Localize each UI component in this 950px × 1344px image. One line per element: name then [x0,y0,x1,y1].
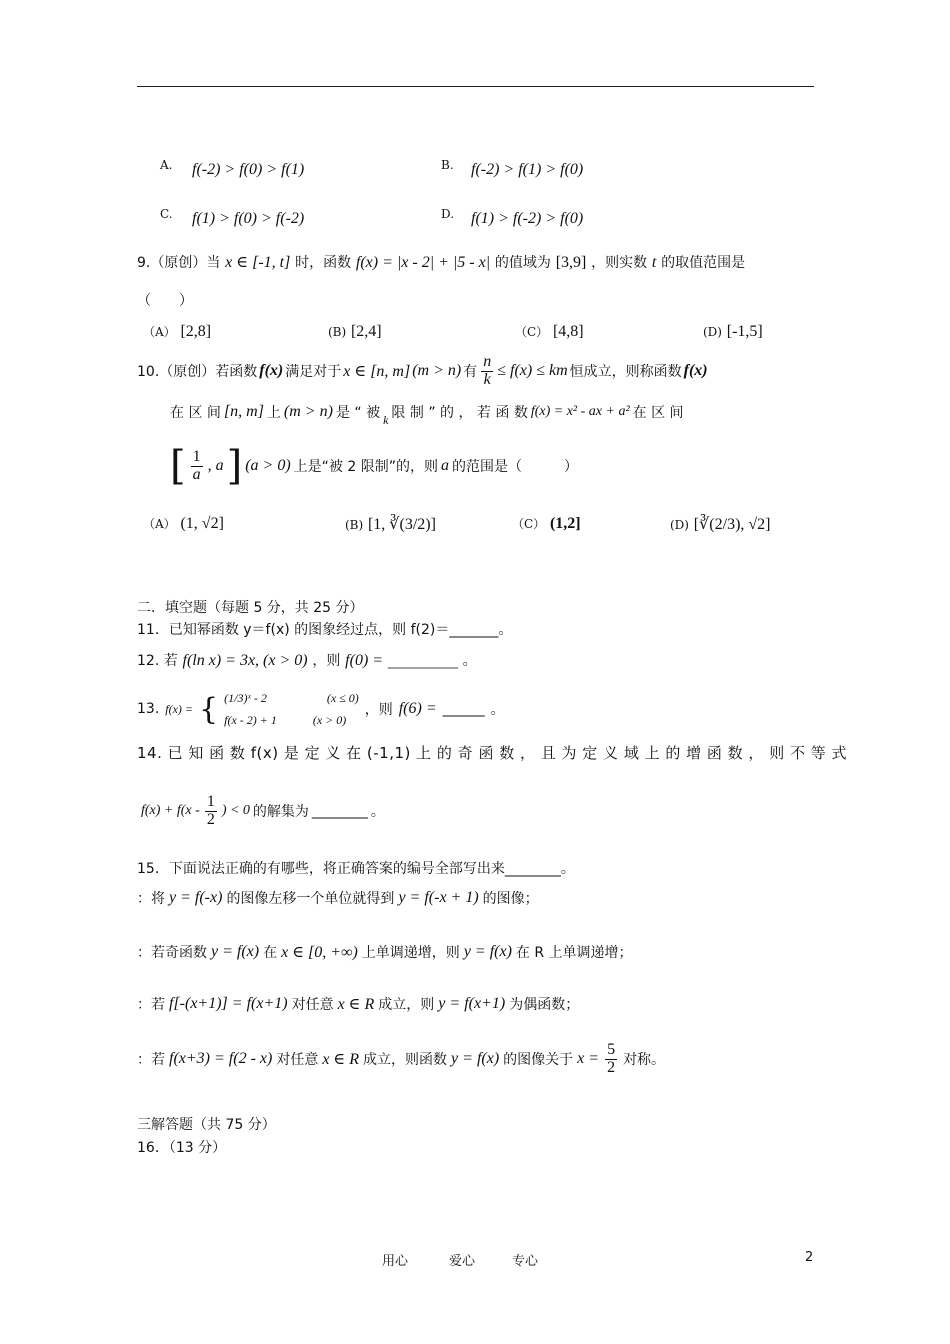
statement-text: 在 [263,945,278,961]
question-15: 15．下面说法正确的有哪些，将正确答案的编号全部写出来________。 [137,861,575,877]
bracket-left-icon: [ [170,443,186,489]
option-value: [2,4] [350,323,382,340]
statement-text: ：将 [137,891,165,907]
footer-text-1: 用心 [382,1254,409,1269]
q15-statement-4 [137,1042,665,1077]
q10-text: 的范围是（ ） [452,459,578,475]
q10-option-a [143,514,224,533]
statement-text: ：若 [137,997,165,1013]
q13-text: ，则 [364,702,393,718]
statement-expr: y = f(x+1) [438,995,506,1012]
q10-a-condition: (a > 0) [245,457,291,474]
q10-inequality: ≤ f(x) ≤ km [497,362,568,380]
question-10 [137,354,708,389]
fraction-denominator: k [483,370,491,388]
q13-lhs: f(x) = [165,701,194,716]
q14-expression [141,794,385,829]
fraction-denominator: a [192,465,201,483]
q10-interval: [n, m] [223,403,264,420]
option-label: (B) [328,325,347,339]
bracket-right-icon: ] [226,443,243,489]
q9-range: [3,9] [555,254,587,271]
q10-option-d [670,514,771,534]
q10-interval-end: , a [207,457,224,474]
q13-case2-expr: f(x - 2) + 1 [224,713,277,727]
option-label: （A） [143,325,176,339]
statement-expr: x ∈ R [337,996,375,1013]
q14-text: 的解集为 [252,804,309,821]
q12-prefix: 12. 若 [137,653,178,669]
q10-line-2 [170,402,684,427]
q10-option-c [512,514,581,533]
q9-option-b [328,322,382,341]
section-3-heading: 三解答题（共 75 分） [137,1117,276,1133]
q14-expr-b: ) < 0 [221,803,250,819]
q13-blank: ______ [442,701,485,717]
q14-blank: ________ [311,803,368,820]
q10-condition3: (m > n) [283,403,333,420]
q10-variable: a [441,457,449,474]
q10-interval-fraction [191,449,203,484]
q10-text: 限 制 ” 的 ， 若 函 数 [391,405,528,421]
q15-fraction [605,1042,617,1077]
option-value: (1,2] [549,515,581,532]
statement-text: 的图像关于 [503,1052,574,1069]
q9-function: f(x) = |x - 2| + |5 - x| [355,254,491,271]
q10-text: 在 区 间 [632,405,684,421]
statement-text: ：若 [137,1052,165,1069]
statement-text: 的图像； [482,891,539,907]
fraction-numerator: n [483,353,492,370]
q10-text: 恒成立，则称函数 [569,364,682,381]
q10-function: f(x) = x² - ax + a² [530,404,630,419]
option-value: (1, √2] [180,515,224,532]
option-c-expr: f(1) > f(0) > f(-2) [192,210,305,227]
fraction-numerator: 1 [192,447,201,465]
option-b-expr: f(-2) > f(1) > f(0) [471,161,584,178]
footer-text-3: 专心 [512,1254,539,1269]
q13-case1-expr: (1/3)ˣ - 2 [224,691,267,705]
q14-end: 。 [370,804,385,821]
statement-expr: y = f(x) [451,1050,500,1068]
statement-text: 在 R 上单调递增； [515,945,633,961]
fraction-numerator: 1 [206,793,215,810]
q13-case2-cond: (x > 0) [312,713,347,727]
q10-prefix: 10.（原创）若函数 [137,364,258,381]
q10-condition: x ∈ [n, m] [343,363,411,381]
option-label: (D) [670,518,689,532]
q13-expr: f(6) = [398,700,437,717]
option-value: [2,8] [180,323,212,340]
statement-text: ：若奇函数 [137,945,207,961]
q9-text: ，则实数 [591,255,648,271]
statement-expr: x = [577,1050,600,1068]
option-d-expr: f(1) > f(-2) > f(0) [471,210,584,227]
header-rule [137,86,814,87]
statement-expr: f(x+3) = f(2 - x) [169,1050,273,1068]
q10-fx: f(x) [683,362,708,380]
question-16: 16．（13 分） [137,1140,227,1156]
q15-statement-3 [137,994,579,1014]
fraction-denominator: 2 [607,1058,616,1076]
fraction-numerator: 5 [607,1041,616,1058]
q13-case-2 [224,709,359,731]
statement-text: 上单调递增，则 [361,945,460,961]
option-d-label: D. [441,207,455,221]
q10-fx: f(x) [259,362,284,380]
section-2-heading: 二．填空题（每题 5 分，共 25 分） [137,600,364,616]
statement-text: 的图像左移一个单位就得到 [226,891,395,907]
statement-expr: x ∈ [0, +∞) [281,944,358,961]
statement-expr: y = f(x) [463,943,512,960]
q13-case1-cond: (x ≤ 0) [326,691,359,705]
statement-text: 成立，则 [378,997,435,1013]
option-label: （A） [143,517,176,531]
q12-blank: __________ [387,653,458,669]
q10-k: k [383,412,389,427]
q10-fraction [481,354,493,389]
q13-cases [224,687,359,731]
q13-prefix: 13. [137,701,160,717]
q12-end: 。 [462,653,477,669]
q10-text: 上 [266,405,281,421]
q10-option-b [345,514,436,534]
option-a-label: A. [160,158,173,172]
q10-text: 上是“被 2 限制”的，则 [293,459,438,475]
q9-text: 的值域为 [494,255,551,271]
option-c-label: C. [160,207,173,221]
q9-text: 时，函数 [295,255,352,271]
q10-text: 是 “ 被 [335,405,381,421]
q9-variable: t [651,254,657,271]
option-a-expr: f(-2) > f(0) > f(1) [192,161,305,178]
statement-expr: f[-(x+1)] = f(x+1) [169,995,288,1012]
option-label: (D) [703,325,722,339]
q15-statement-2 [137,942,633,962]
q12-expr2: f(0) = [345,652,384,669]
question-9 [137,252,745,272]
q10-text: 在 区 间 [170,405,221,421]
q9-condition: x ∈ [-1, t] [225,254,291,271]
q12-expr: f(ln x) = 3x, (x > 0) [182,652,308,669]
option-value: [1, ∛(3/2)] [367,516,436,533]
q9-text: 的取值范围是 [661,255,746,271]
statement-text: 对称。 [623,1052,666,1069]
q14-fraction [205,794,217,829]
q9-answer-paren: （ ） [137,293,193,309]
option-value: [4,8] [552,323,584,340]
fraction-denominator: 2 [206,810,215,828]
statement-text: 为偶函数； [509,997,580,1013]
statement-text: 对任意 [276,1052,319,1069]
statement-expr: y = f(-x) [169,889,223,906]
q10-line-3 [170,443,578,489]
option-value: [∛(2/3), √2] [693,516,771,533]
statement-expr: x ∈ R [322,1051,360,1069]
option-label: (B) [345,518,364,532]
q13-end: 。 [490,702,505,718]
q10-condition2: (m > n) [412,362,462,380]
question-14: 14. 已 知 函 数 f(x) 是 定 义 在 (-1,1) 上 的 奇 函 数 ， 且 为 定 义 域 上 的 增 函 数 ， 则 不 等 式 [137,744,848,762]
statement-text: 成立，则函数 [363,1052,448,1069]
statement-expr: y = f(-x + 1) [398,889,479,906]
q9-option-d [703,322,763,341]
question-11: 11．已知幂函数 y＝f(x) 的图象经过点，则 f(2)＝_______。 [137,622,513,638]
option-label: （C） [512,517,546,531]
option-value: [-1,5] [726,323,763,340]
option-b-label: B. [441,158,454,172]
brace-left-icon: { [199,691,219,727]
q9-option-c [515,322,584,341]
question-12 [137,650,477,670]
footer-text-2: 爱心 [449,1254,476,1269]
option-label: （C） [515,325,549,339]
page-number: 2 [805,1250,814,1265]
q9-option-a [143,322,211,341]
q14-expr-a: f(x) + f(x - [141,803,200,819]
question-13 [137,687,505,731]
q10-text: 满足对于 [285,364,342,381]
q12-text: ，则 [312,653,341,669]
q15-statement-1 [137,888,539,908]
q10-text: 有 [463,364,478,381]
statement-expr: y = f(x) [211,943,260,960]
q9-prefix: 9.（原创）当 [137,255,221,271]
statement-text: 对任意 [291,997,334,1013]
q13-case-1 [224,687,359,709]
